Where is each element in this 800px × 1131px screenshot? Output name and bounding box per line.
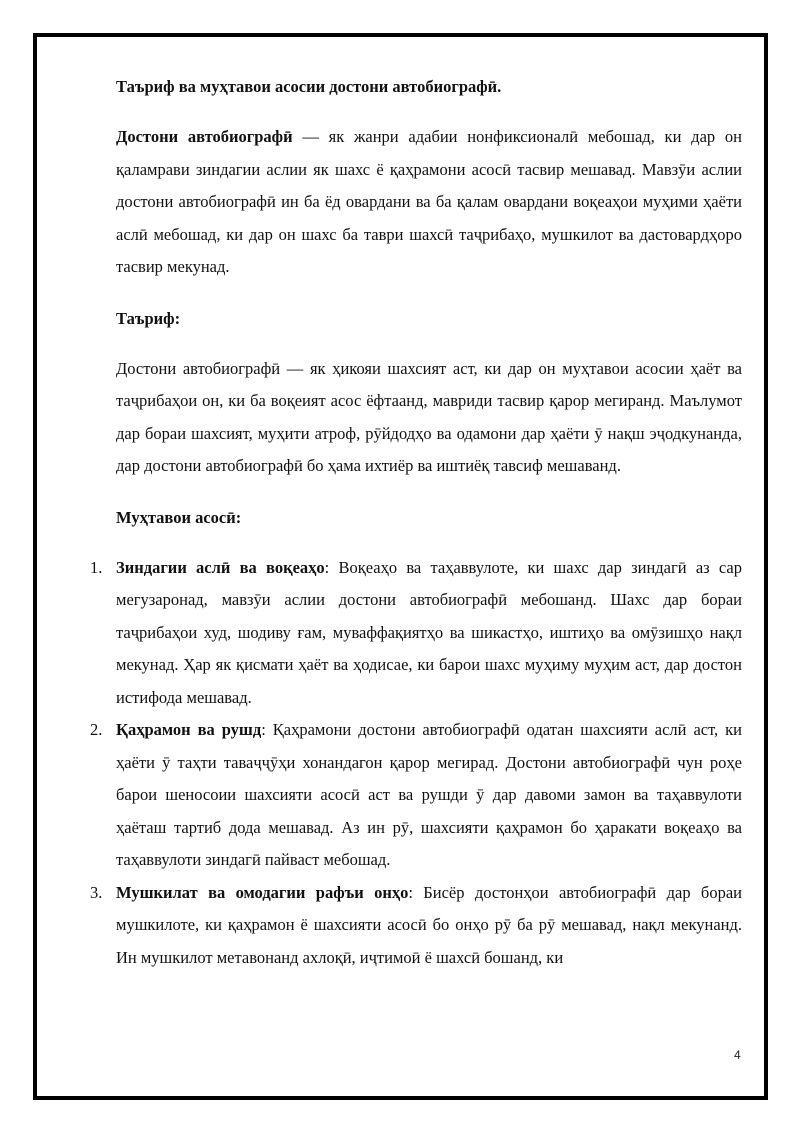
page-number: 4: [734, 1048, 741, 1062]
definition-paragraph: Достони автобиографӣ — як ҳикояи шахсият аст, ки дар он муҳтавои асосии ҳаёт ва таҷрибаҳои он, ки ба воқеият асос ёфтаанд, мавриди тасвир қарор мегиранд. Маълумот дар бораи шахсият, муҳити атроф, рӯйдодҳо ва одамони дар ҳаёти ӯ нақш эҷодкунанда, дар достони автобиографӣ бо ҳама ихтиёр ва иштиёқ тавсиф мешаванд.: [116, 358, 742, 475]
list-item: [90, 714, 742, 877]
intro-term: Достони автобиографӣ: [116, 127, 293, 146]
list-item-number: 3.: [90, 882, 103, 902]
document-title: Таъриф ва муҳтавои асосии достони автобиографӣ.: [116, 77, 502, 96]
list-item-term: Қаҳрамон ва рушд: [116, 720, 262, 739]
content-list: [90, 552, 742, 975]
content-heading: Муҳтавои асосӣ:: [116, 507, 242, 527]
list-item: [90, 552, 742, 715]
list-item-text: : Воқеаҳо ва таҳаввулоте, ки шахс дар зиндагӣ аз сар мегузаронад, мавзӯи аслии достони автобиографӣ мебошанд. Шахс дар бораи таҷрибаҳои худ, шодиву ғам, муваффақиятҳо ва шикастҳо, иштиҳо ва омӯзишҳо нақл мекунад. Ҳар як қисмати ҳаёт ва ҳодисае, ки барои шахс муҳиму муҳим аст, дар достон истифода мешавад.: [116, 557, 742, 707]
list-item: [90, 877, 742, 975]
document-body: [90, 70, 742, 974]
list-item-term: Зиндагии аслӣ ва воқеаҳо: [116, 557, 325, 577]
list-item-text: : Қаҳрамони достони автобиографӣ одатан шахсияти аслӣ аст, ки ҳаёти ӯ таҳти таваҷҷӯҳи хонандагон қарор мегирад. Достони автобиографӣ чун роҳе барои шеносоии шахсияти асосӣ аст ва рушди ӯ дар давоми замон ва таҳаввулоти ҳаёташ тартиб дода мешавад. Аз ин рӯ, шахсияти қаҳрамон бо ҳаракати воқеаҳо ва таҳаввулоти зиндагӣ пайваст мебошад.: [116, 720, 742, 869]
list-item-term: Мушкилат ва омодагии рафъи онҳо: [116, 882, 409, 902]
list-item-number: 1.: [90, 557, 103, 577]
intro-text: — як жанри адабии нонфиксионалӣ мебошад, ки дар он қаламрави зиндагии аслии як шахс ё қаҳрамони асосӣ тасвир мешавад. Мавзӯи аслии достони автобиографӣ ин ба ёд овардани ва ба қалам овардани воқеаҳои муҳими ҳаёти аслӣ мебошад, ки дар он шахс ба таври шахсӣ таҷрибаҳо, мушкилот ва дастовардҳоро тасвир мекунад.: [116, 127, 742, 276]
list-item-number: 2.: [90, 720, 103, 739]
intro-paragraph: [116, 121, 742, 284]
definition-heading: Таъриф:: [116, 308, 181, 328]
list-item-text: : Бисёр достонҳои автобиографӣ дар бораи мушкилоте, ки қаҳрамон ё шахсияти асосӣ бо онҳо рӯ ба рӯ мешавад, нақл мекунанд. Ин мушкилот метавонанд ахлоқӣ, иҷтимоӣ ё шахсӣ бошанд, ки: [116, 882, 742, 967]
